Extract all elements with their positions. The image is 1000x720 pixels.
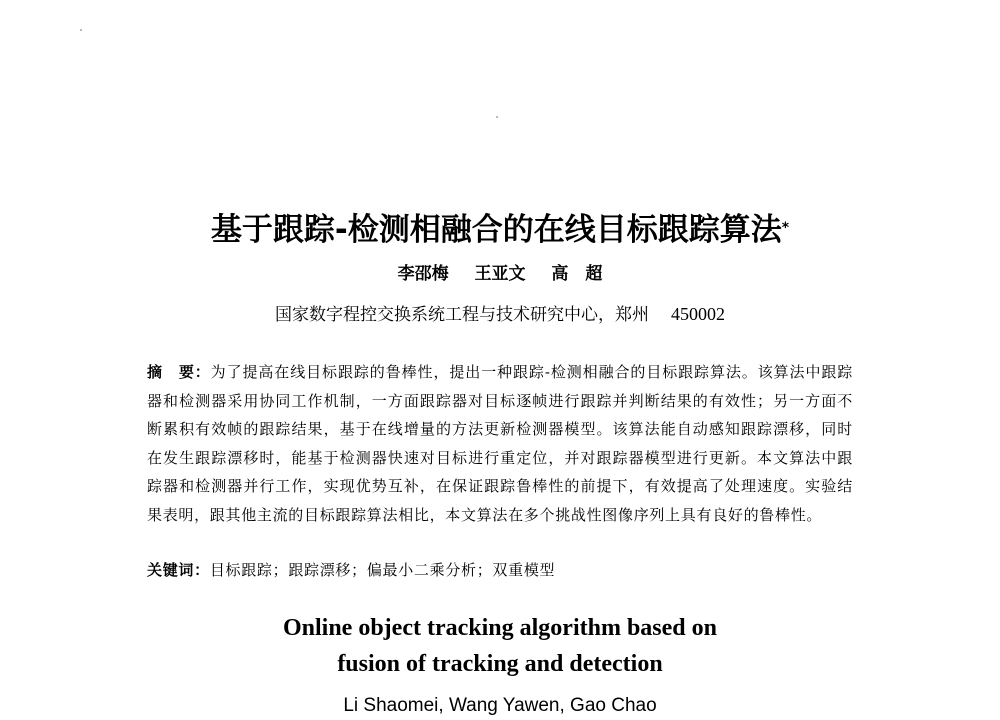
author-1: 李邵梅: [397, 264, 449, 284]
author-2: 王亚文: [474, 264, 526, 284]
chinese-affiliation: [0, 301, 1000, 328]
abstract-label: 摘 要：: [147, 363, 211, 381]
scan-speck: [496, 116, 498, 118]
english-authors: Li Shaomei, Wang Yawen, Gao Chao: [343, 695, 657, 716]
keywords: [147, 556, 853, 584]
abstract: [147, 358, 853, 530]
scan-speck: [80, 29, 82, 31]
chinese-title: [0, 208, 1000, 252]
english-title: [0, 610, 1000, 682]
keywords-label: 关键词：: [147, 561, 210, 579]
title-footnote-mark: *: [781, 220, 790, 236]
english-title-line-1: Online object tracking algorithm based on: [282, 615, 717, 641]
english-title-line-2: fusion of tracking and detection: [337, 651, 663, 677]
chinese-authors: [0, 262, 1000, 286]
postcode: 450002: [671, 304, 725, 324]
keywords-text: 目标跟踪；跟踪漂移；偏最小二乘分析；双重模型: [209, 561, 556, 579]
chinese-title-text: 基于跟踪-检测相融合的在线目标跟踪算法: [210, 212, 782, 248]
abstract-text: 为了提高在线目标跟踪的鲁棒性，提出一种跟踪-检测相融合的目标跟踪算法。该算法中跟踪器和检测器采用协同工作机制，一方面跟踪器对目标逐帧进行跟踪并判断结果的有效性；另一方面不断累积有效帧的跟踪结果，基于在线增量的方法更新检测器模型。该算法能自动感知跟踪漂移，同时在发生跟踪漂移时，能基于检测器快速对目标进行重定位，并对跟踪器模型进行更新。本文算法中跟踪器和检测器并行工作，实现优势互补，在保证跟踪鲁棒性的前提下，有效提高了处理速度。实验结果表明，跟其他主流的目标跟踪算法相比，本文算法在多个挑战性图像序列上具有良好的鲁棒性。: [147, 363, 853, 524]
author-3: 高 超: [551, 264, 603, 284]
affiliation-text: 国家数字程控交换系统工程与技术研究中心，郑州: [275, 305, 649, 325]
